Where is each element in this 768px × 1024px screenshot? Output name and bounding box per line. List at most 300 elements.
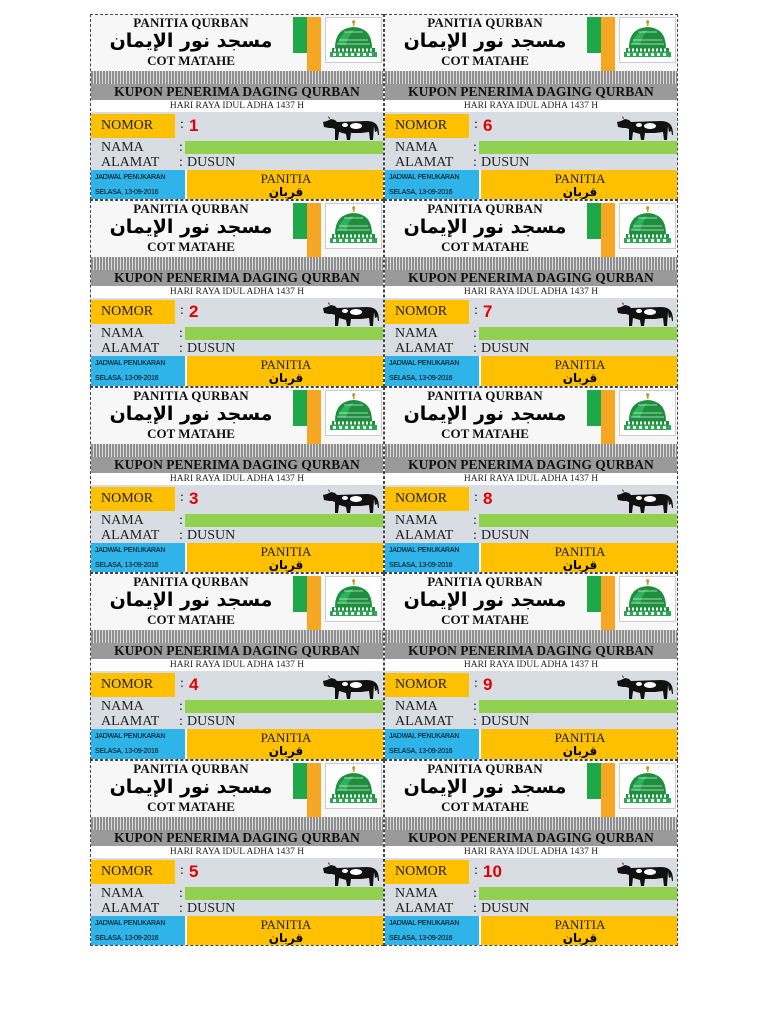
schedule-box <box>385 729 479 759</box>
panitia-label: PANITIA <box>554 730 606 746</box>
location-name: COT MATAHE <box>147 425 235 441</box>
coupon-subtitle: HARI RAYA IDUL ADHA 1437 H <box>463 846 599 857</box>
nomor-label: NOMOR <box>91 860 175 884</box>
green-accent-bar <box>587 763 601 799</box>
coupon-number: 1 <box>189 116 199 135</box>
coupon-number: 3 <box>189 488 199 508</box>
coupon-number: 8 <box>483 488 493 508</box>
location-name: COT MATAHE <box>441 239 529 255</box>
alamat-colon: : <box>179 527 183 543</box>
nama-field[interactable] <box>185 514 384 527</box>
location-name: COT MATAHE <box>147 239 235 255</box>
coupon-title: KUPON PENERIMA DAGING QURBAN <box>385 457 677 473</box>
qurban-arabic: قربان <box>562 185 598 199</box>
alamat-row <box>385 341 677 356</box>
panitia-box <box>481 170 678 200</box>
alamat-label: ALAMAT <box>101 900 160 916</box>
committee-title: PANITIA QURBAN <box>133 760 249 776</box>
mosque-dome-icon <box>619 17 676 63</box>
green-accent-bar <box>293 390 307 426</box>
qurban-arabic: قربان <box>268 371 304 386</box>
nomor-label: NOMOR <box>385 114 469 138</box>
number-row <box>91 671 383 699</box>
orange-accent-bar <box>307 763 321 817</box>
alamat-value: DUSUN <box>187 900 236 916</box>
panitia-label: PANITIA <box>554 357 606 373</box>
schedule-date: SELASA, 13-09-2016 <box>95 561 159 569</box>
green-accent-bar <box>293 17 307 53</box>
nomor-label: NOMOR <box>385 487 469 511</box>
orange-accent-bar <box>601 17 615 71</box>
panitia-box <box>187 729 384 759</box>
coupon-subtitle: HARI RAYA IDUL ADHA 1437 H <box>463 660 599 671</box>
panitia-label: PANITIA <box>260 916 312 932</box>
schedule-label: JADWAL PENUKARAN <box>95 174 166 181</box>
coupon-header <box>91 574 383 630</box>
alamat-value: DUSUN <box>481 900 530 916</box>
cow-icon <box>615 859 675 887</box>
nama-row <box>385 886 677 901</box>
nama-row <box>91 326 383 341</box>
alamat-value: DUSUN <box>187 341 236 357</box>
alamat-row <box>385 155 677 170</box>
coupon-card-6 <box>384 14 678 200</box>
coupon-footer <box>385 356 677 386</box>
alamat-colon: : <box>473 527 477 543</box>
nama-label: NAMA <box>395 326 438 342</box>
coupon-title: KUPON PENERIMA DAGING QURBAN <box>91 457 383 473</box>
number-row <box>385 858 677 886</box>
green-accent-bar <box>293 576 307 612</box>
coupon-header <box>385 201 677 257</box>
number-row <box>91 112 383 140</box>
coupon-subtitle: HARI RAYA IDUL ADHA 1437 H <box>463 287 599 298</box>
mosque-name-arabic: مسجد نور الإيمان <box>109 775 273 798</box>
alamat-label: ALAMAT <box>101 527 160 543</box>
coupon-header <box>91 388 383 444</box>
coupon-footer <box>91 170 383 200</box>
alamat-colon: : <box>179 714 183 730</box>
committee-title: PANITIA QURBAN <box>133 15 249 30</box>
alamat-label: ALAMAT <box>101 341 160 357</box>
nama-field[interactable] <box>479 887 678 900</box>
cow-icon <box>321 113 381 141</box>
nomor-colon: : <box>180 676 184 692</box>
schedule-box <box>91 543 185 573</box>
nomor-label: NOMOR <box>91 487 175 511</box>
alamat-label: ALAMAT <box>395 900 454 916</box>
nama-colon: : <box>179 140 183 155</box>
nomor-colon: : <box>474 303 478 319</box>
committee-title: PANITIA QURBAN <box>427 201 543 217</box>
decorative-stripe <box>91 444 383 457</box>
schedule-label: JADWAL PENUKARAN <box>389 733 460 741</box>
number-row <box>385 298 677 326</box>
qurban-arabic: قربان <box>562 930 598 945</box>
decorative-stripe <box>91 817 383 830</box>
qurban-arabic: قربان <box>562 371 598 386</box>
cow-icon <box>615 113 675 141</box>
nama-colon: : <box>179 699 183 715</box>
nama-label: NAMA <box>395 699 438 715</box>
coupon-number: 6 <box>483 116 493 135</box>
schedule-label: JADWAL PENUKARAN <box>389 174 460 181</box>
mosque-name-arabic: مسجد نور الإيمان <box>403 775 567 798</box>
orange-accent-bar <box>307 17 321 71</box>
cow-icon <box>615 672 675 700</box>
schedule-date: SELASA, 13-09-2016 <box>95 934 159 942</box>
panitia-label: PANITIA <box>554 543 606 559</box>
alamat-row <box>385 528 677 543</box>
location-name: COT MATAHE <box>441 612 529 628</box>
coupon-subtitle: HARI RAYA IDUL ADHA 1437 H <box>169 101 305 111</box>
coupon-subtitle: HARI RAYA IDUL ADHA 1437 H <box>169 473 305 484</box>
coupon-title: KUPON PENERIMA DAGING QURBAN <box>91 270 383 286</box>
coupon-footer <box>385 916 677 946</box>
mosque-dome-icon <box>325 763 382 809</box>
coupon-header <box>91 15 383 71</box>
nama-colon: : <box>473 140 477 155</box>
mosque-name-arabic: مسجد نور الإيمان <box>403 589 567 612</box>
cow-icon <box>321 859 381 887</box>
schedule-label: JADWAL PENUKARAN <box>95 360 166 368</box>
alamat-label: ALAMAT <box>101 714 160 730</box>
alamat-colon: : <box>179 341 183 357</box>
orange-accent-bar <box>601 576 615 630</box>
coupon-card-8 <box>384 387 678 573</box>
coupon-number: 7 <box>483 302 493 322</box>
nama-colon: : <box>179 326 183 342</box>
nomor-colon: : <box>474 862 478 878</box>
mosque-dome-icon <box>619 203 676 249</box>
schedule-label: JADWAL PENUKARAN <box>95 733 166 741</box>
alamat-label: ALAMAT <box>395 527 454 543</box>
nama-label: NAMA <box>101 512 144 528</box>
nomor-label: NOMOR <box>91 300 175 324</box>
nama-colon: : <box>473 699 477 715</box>
number-row <box>385 112 677 140</box>
nama-colon: : <box>473 885 477 901</box>
green-accent-bar <box>293 763 307 799</box>
coupon-card-3 <box>90 387 384 573</box>
schedule-date: SELASA, 13-09-2016 <box>95 375 159 383</box>
nomor-colon: : <box>474 676 478 692</box>
alamat-colon: : <box>473 900 477 916</box>
panitia-label: PANITIA <box>554 171 606 186</box>
nama-field[interactable] <box>479 514 678 527</box>
nomor-colon: : <box>180 862 184 878</box>
nomor-colon: : <box>180 117 184 132</box>
qurban-arabic: قربان <box>268 744 304 759</box>
nama-row <box>385 326 677 341</box>
decorative-stripe <box>91 71 383 84</box>
orange-accent-bar <box>307 390 321 444</box>
number-row <box>91 298 383 326</box>
committee-title: PANITIA QURBAN <box>133 574 249 590</box>
orange-accent-bar <box>601 763 615 817</box>
alamat-row <box>91 155 383 170</box>
coupon-sheet <box>90 14 678 946</box>
nomor-colon: : <box>474 489 478 505</box>
nama-colon: : <box>179 885 183 901</box>
alamat-colon: : <box>179 155 183 170</box>
decorative-stripe <box>385 817 677 830</box>
panitia-box <box>187 356 384 386</box>
coupon-header <box>385 388 677 444</box>
decorative-stripe <box>91 257 383 270</box>
coupon-number: 2 <box>189 302 199 322</box>
nama-row <box>91 513 383 528</box>
alamat-value: DUSUN <box>481 714 530 730</box>
nama-colon: : <box>473 512 477 528</box>
coupon-title: KUPON PENERIMA DAGING QURBAN <box>91 830 383 846</box>
nama-label: NAMA <box>395 885 438 901</box>
number-row <box>385 485 677 513</box>
panitia-box <box>187 543 384 573</box>
coupon-card-10 <box>384 760 678 946</box>
location-name: COT MATAHE <box>441 53 529 68</box>
panitia-box <box>187 170 384 200</box>
coupon-card-9 <box>384 573 678 759</box>
nama-row <box>385 140 677 155</box>
committee-title: PANITIA QURBAN <box>427 15 543 30</box>
panitia-label: PANITIA <box>554 916 606 932</box>
schedule-box <box>91 170 185 200</box>
panitia-label: PANITIA <box>260 171 312 186</box>
coupon-header <box>91 761 383 817</box>
mosque-dome-icon <box>619 390 676 436</box>
schedule-date: SELASA, 13-09-2016 <box>389 561 453 569</box>
schedule-label: JADWAL PENUKARAN <box>389 546 460 554</box>
alamat-colon: : <box>179 900 183 916</box>
coupon-title: KUPON PENERIMA DAGING QURBAN <box>385 830 677 846</box>
coupon-footer <box>91 916 383 946</box>
panitia-box <box>481 543 678 573</box>
orange-accent-bar <box>307 203 321 257</box>
green-accent-bar <box>293 203 307 239</box>
coupon-header <box>385 574 677 630</box>
alamat-value: DUSUN <box>187 714 236 730</box>
alamat-row <box>91 341 383 356</box>
schedule-date: SELASA, 13-09-2016 <box>389 934 453 942</box>
nama-field[interactable] <box>185 327 384 340</box>
schedule-date: SELASA, 13-09-2016 <box>95 189 159 196</box>
mosque-name-arabic: مسجد نور الإيمان <box>109 216 273 239</box>
cow-icon <box>615 299 675 327</box>
nama-row <box>91 140 383 155</box>
nama-label: NAMA <box>395 140 438 155</box>
schedule-date: SELASA, 13-09-2016 <box>95 748 159 756</box>
alamat-value: DUSUN <box>187 155 236 170</box>
coupon-subtitle: HARI RAYA IDUL ADHA 1437 H <box>463 473 599 484</box>
alamat-row <box>91 528 383 543</box>
schedule-date: SELASA, 13-09-2016 <box>389 748 453 756</box>
alamat-colon: : <box>473 341 477 357</box>
number-row <box>385 671 677 699</box>
coupon-card-1 <box>90 14 384 200</box>
qurban-arabic: قربان <box>268 557 304 572</box>
nama-label: NAMA <box>101 885 144 901</box>
schedule-box <box>385 543 479 573</box>
mosque-name-arabic: مسجد نور الإيمان <box>403 402 567 425</box>
nama-row <box>385 513 677 528</box>
schedule-box <box>91 729 185 759</box>
nomor-colon: : <box>474 117 478 132</box>
committee-title: PANITIA QURBAN <box>427 760 543 776</box>
coupon-title: KUPON PENERIMA DAGING QURBAN <box>385 270 677 286</box>
orange-accent-bar <box>601 203 615 257</box>
green-accent-bar <box>587 17 601 53</box>
coupon-number: 10 <box>483 861 502 881</box>
green-accent-bar <box>587 390 601 426</box>
panitia-box <box>187 916 384 946</box>
coupon-card-5 <box>90 760 384 946</box>
coupon-title: KUPON PENERIMA DAGING QURBAN <box>91 84 383 100</box>
nomor-label: NOMOR <box>385 673 469 697</box>
alamat-row <box>91 714 383 729</box>
mosque-name-arabic: مسجد نور الإيمان <box>403 30 567 52</box>
mosque-name-arabic: مسجد نور الإيمان <box>403 216 567 239</box>
nomor-label: NOMOR <box>385 860 469 884</box>
mosque-dome-icon <box>325 203 382 249</box>
panitia-box <box>481 356 678 386</box>
mosque-dome-icon <box>325 17 382 63</box>
nomor-label: NOMOR <box>91 114 175 138</box>
schedule-label: JADWAL PENUKARAN <box>389 919 460 927</box>
coupon-card-7 <box>384 200 678 386</box>
cow-icon <box>615 486 675 514</box>
coupon-footer <box>91 729 383 759</box>
nama-field[interactable] <box>185 700 384 713</box>
nama-field[interactable] <box>185 141 384 154</box>
location-name: COT MATAHE <box>147 53 235 68</box>
nama-field[interactable] <box>479 700 678 713</box>
panitia-box <box>481 916 678 946</box>
alamat-value: DUSUN <box>481 155 530 170</box>
cow-icon <box>321 486 381 514</box>
mosque-name-arabic: مسجد نور الإيمان <box>109 30 273 52</box>
coupon-title: KUPON PENERIMA DAGING QURBAN <box>385 643 677 659</box>
schedule-box <box>385 916 479 946</box>
coupon-subtitle: HARI RAYA IDUL ADHA 1437 H <box>169 846 305 857</box>
committee-title: PANITIA QURBAN <box>427 387 543 403</box>
nama-field[interactable] <box>479 141 678 154</box>
schedule-box <box>385 170 479 200</box>
decorative-stripe <box>385 630 677 643</box>
decorative-stripe <box>385 71 677 84</box>
schedule-label: JADWAL PENUKARAN <box>95 919 166 927</box>
mosque-dome-icon <box>619 763 676 809</box>
coupon-header <box>385 761 677 817</box>
nama-field[interactable] <box>479 327 678 340</box>
committee-title: PANITIA QURBAN <box>133 387 249 403</box>
mosque-dome-icon <box>325 390 382 436</box>
coupon-footer <box>91 356 383 386</box>
alamat-row <box>91 901 383 916</box>
alamat-label: ALAMAT <box>395 714 454 730</box>
qurban-arabic: قربان <box>268 185 304 199</box>
orange-accent-bar <box>307 576 321 630</box>
alamat-colon: : <box>473 155 477 170</box>
nama-label: NAMA <box>101 140 144 155</box>
panitia-label: PANITIA <box>260 543 312 559</box>
mosque-dome-icon <box>619 576 676 622</box>
coupon-footer <box>91 543 383 573</box>
coupon-number: 5 <box>189 861 199 881</box>
nomor-label: NOMOR <box>385 300 469 324</box>
schedule-date: SELASA, 13-09-2016 <box>389 375 453 383</box>
location-name: COT MATAHE <box>441 425 529 441</box>
decorative-stripe <box>91 630 383 643</box>
nama-row <box>91 886 383 901</box>
committee-title: PANITIA QURBAN <box>133 201 249 217</box>
schedule-label: JADWAL PENUKARAN <box>95 546 166 554</box>
decorative-stripe <box>385 257 677 270</box>
coupon-title: KUPON PENERIMA DAGING QURBAN <box>385 84 677 100</box>
committee-title: PANITIA QURBAN <box>427 574 543 590</box>
panitia-box <box>481 729 678 759</box>
alamat-row <box>385 714 677 729</box>
coupon-subtitle: HARI RAYA IDUL ADHA 1437 H <box>463 101 599 111</box>
schedule-date: SELASA, 13-09-2016 <box>389 189 453 196</box>
coupon-footer <box>385 543 677 573</box>
nama-field[interactable] <box>185 887 384 900</box>
panitia-label: PANITIA <box>260 357 312 373</box>
nomor-label: NOMOR <box>91 673 175 697</box>
green-accent-bar <box>587 203 601 239</box>
alamat-row <box>385 901 677 916</box>
schedule-label: JADWAL PENUKARAN <box>389 360 460 368</box>
coupon-title: KUPON PENERIMA DAGING QURBAN <box>91 643 383 659</box>
nama-label: NAMA <box>395 512 438 528</box>
nama-row <box>385 699 677 714</box>
cow-icon <box>321 672 381 700</box>
qurban-arabic: قربان <box>562 557 598 572</box>
coupon-subtitle: HARI RAYA IDUL ADHA 1437 H <box>169 660 305 671</box>
alamat-value: DUSUN <box>481 341 530 357</box>
alamat-value: DUSUN <box>187 527 236 543</box>
cow-icon <box>321 299 381 327</box>
coupon-subtitle: HARI RAYA IDUL ADHA 1437 H <box>169 287 305 298</box>
alamat-label: ALAMAT <box>395 341 454 357</box>
coupon-footer <box>385 170 677 200</box>
green-accent-bar <box>587 576 601 612</box>
nomor-colon: : <box>180 489 184 505</box>
nama-row <box>91 699 383 714</box>
schedule-box <box>91 916 185 946</box>
number-row <box>91 858 383 886</box>
nama-label: NAMA <box>101 326 144 342</box>
mosque-name-arabic: مسجد نور الإيمان <box>109 589 273 612</box>
coupon-number: 9 <box>483 675 493 695</box>
panitia-label: PANITIA <box>260 730 312 746</box>
qurban-arabic: قربان <box>562 744 598 759</box>
coupon-card-4 <box>90 573 384 759</box>
qurban-arabic: قربان <box>268 930 304 945</box>
schedule-box <box>91 356 185 386</box>
mosque-dome-icon <box>325 576 382 622</box>
location-name: COT MATAHE <box>147 612 235 628</box>
coupon-header <box>91 201 383 257</box>
nomor-colon: : <box>180 303 184 319</box>
location-name: COT MATAHE <box>441 798 529 814</box>
nama-colon: : <box>473 326 477 342</box>
alamat-colon: : <box>473 714 477 730</box>
location-name: COT MATAHE <box>147 798 235 814</box>
alamat-label: ALAMAT <box>101 155 160 170</box>
number-row <box>91 485 383 513</box>
nama-colon: : <box>179 512 183 528</box>
